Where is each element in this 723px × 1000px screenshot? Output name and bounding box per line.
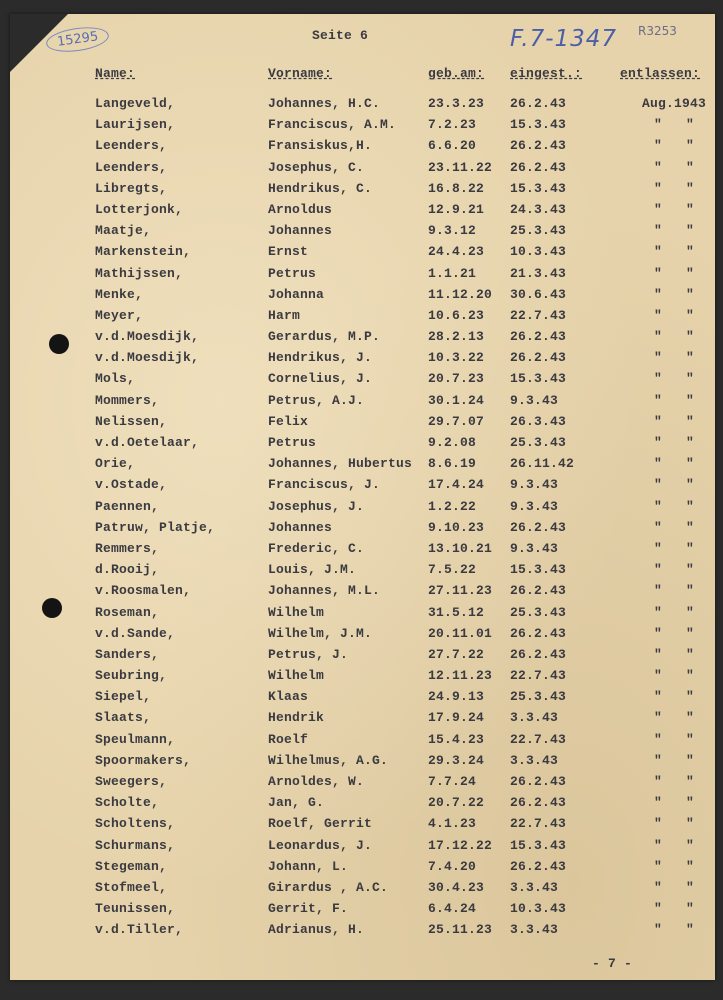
ditto-mark: ": [686, 350, 695, 366]
ditto-mark: ": [686, 498, 695, 514]
cell-entered: 10.3.43: [510, 901, 567, 917]
table-row: [0, 710, 723, 731]
ditto-mark: ": [654, 858, 663, 874]
table-row: [0, 753, 723, 774]
cell-entered: 22.7.43: [510, 816, 567, 832]
ditto-mark: ": [654, 879, 663, 895]
ditto-mark: ": [654, 604, 663, 620]
cell-name: Mathijssen,: [95, 265, 184, 281]
cell-first-name: Girardus , A.C.: [268, 879, 389, 895]
cell-born: 12.11.23: [428, 668, 493, 684]
cell-born: 28.2.13: [428, 329, 485, 345]
ditto-mark: ": [686, 392, 695, 408]
cell-entered: 15.3.43: [510, 837, 567, 853]
cell-born: 24.4.23: [428, 244, 485, 260]
cell-first-name: Adrianus, H.: [268, 922, 365, 938]
ditto-mark: ": [686, 816, 695, 832]
cell-name: Patruw, Platje,: [95, 519, 216, 535]
cell-name: Leenders,: [95, 159, 168, 175]
cell-first-name: Wilhelm: [268, 668, 325, 684]
cell-entered: 9.3.43: [510, 540, 559, 556]
ditto-mark: ": [654, 265, 663, 281]
cell-born: 7.2.23: [428, 117, 477, 133]
cell-name: Libregts,: [95, 180, 168, 196]
ditto-mark: ": [654, 413, 663, 429]
ditto-mark: ": [654, 223, 663, 239]
ditto-mark: ": [654, 774, 663, 789]
ditto-mark: ": [686, 413, 695, 429]
ditto-mark: ": [654, 329, 663, 345]
ditto-mark: ": [654, 752, 663, 768]
cell-entered: 26.2.43: [510, 350, 567, 366]
ditto-mark: ": [686, 180, 695, 196]
cell-first-name: Wilhelmus, A.G.: [268, 752, 389, 768]
ditto-mark: ": [686, 752, 695, 768]
cell-entered: 25.3.43: [510, 223, 567, 239]
cell-first-name: Johannes, Hubertus: [268, 456, 413, 472]
ditto-mark: ": [654, 307, 663, 323]
cell-entered: 15.3.43: [510, 117, 567, 133]
ditto-mark: ": [654, 244, 663, 260]
cell-name: Siepel,: [95, 689, 152, 705]
ditto-mark: ": [686, 774, 695, 789]
cell-first-name: Roelf, Gerrit: [268, 816, 373, 832]
ditto-mark: ": [686, 710, 695, 726]
ditto-mark: ": [654, 562, 663, 578]
ditto-mark: ": [654, 901, 663, 917]
cell-entered: 15.3.43: [510, 562, 567, 578]
table-row: [0, 732, 723, 753]
cell-first-name: Fransiskus,H.: [268, 138, 373, 154]
ditto-mark: ": [654, 201, 663, 217]
cell-first-name: Johanna: [268, 286, 325, 302]
cell-first-name: Cornelius, J.: [268, 371, 373, 387]
cell-entered: 26.2.43: [510, 96, 567, 111]
ditto-mark: ": [686, 286, 695, 302]
ditto-mark: ": [686, 625, 695, 641]
ditto-mark: ": [654, 922, 663, 938]
cell-born: 13.10.21: [428, 540, 493, 556]
table-row: [0, 626, 723, 647]
cell-first-name: Gerrit, F.: [268, 901, 349, 917]
cell-entered: 24.3.43: [510, 201, 567, 217]
cell-born: 7.4.20: [428, 858, 477, 874]
ditto-mark: ": [654, 117, 663, 133]
cell-entered: 22.7.43: [510, 731, 567, 747]
cell-born: 9.3.12: [428, 223, 477, 239]
ditto-mark: ": [686, 329, 695, 345]
cell-entered: 26.2.43: [510, 329, 567, 345]
ditto-mark: ": [686, 244, 695, 260]
cell-entered: 3.3.43: [510, 710, 559, 726]
table-row: [0, 541, 723, 562]
ditto-mark: ": [654, 456, 663, 472]
header-name: Name:: [95, 66, 136, 81]
table-row: [0, 859, 723, 880]
cell-entered: 26.2.43: [510, 625, 567, 641]
cell-name: v.Roosmalen,: [95, 583, 192, 599]
table-row: [0, 901, 723, 922]
cell-born: 27.11.23: [428, 583, 493, 599]
cell-born: 4.1.23: [428, 816, 477, 832]
cell-name: Paennen,: [95, 498, 160, 514]
cell-born: 1.1.21: [428, 265, 477, 281]
cell-entered: 3.3.43: [510, 752, 559, 768]
cell-first-name: Petrus, A.J.: [268, 392, 365, 408]
ditto-mark: ": [686, 477, 695, 493]
table-row: [0, 329, 723, 350]
cell-first-name: Petrus, J.: [268, 646, 349, 662]
cell-born: 27.7.22: [428, 646, 485, 662]
ditto-mark: ": [654, 710, 663, 726]
ditto-mark: ": [686, 519, 695, 535]
cell-born: 16.8.22: [428, 180, 485, 196]
ditto-mark: ": [654, 286, 663, 302]
ditto-mark: ": [686, 138, 695, 154]
ditto-mark: ": [654, 350, 663, 366]
ditto-mark: ": [654, 668, 663, 684]
ditto-mark: ": [686, 117, 695, 133]
cell-first-name: Wilhelm: [268, 604, 325, 620]
table-row: [0, 795, 723, 816]
ditto-mark: ": [686, 837, 695, 853]
table-row: [0, 583, 723, 604]
ditto-mark: ": [686, 604, 695, 620]
cell-first-name: Franciscus, J.: [268, 477, 381, 493]
cell-name: v.d.Moesdijk,: [95, 329, 200, 345]
table-row: [0, 244, 723, 265]
cell-entered: 26.2.43: [510, 159, 567, 175]
ditto-mark: ": [654, 731, 663, 747]
cell-name: Seubring,: [95, 668, 168, 684]
cell-born: 6.6.20: [428, 138, 477, 154]
cell-first-name: Johannes: [268, 223, 333, 239]
ditto-mark: ": [654, 625, 663, 641]
cell-entered: 26.2.43: [510, 646, 567, 662]
ditto-mark: ": [654, 689, 663, 705]
ditto-mark: ": [686, 731, 695, 747]
cell-name: v.d.Sande,: [95, 625, 176, 641]
cell-first-name: Klaas: [268, 689, 309, 705]
ditto-mark: ": [654, 583, 663, 599]
table-row: [0, 117, 723, 138]
cell-first-name: Jan, G.: [268, 795, 325, 811]
cell-born: 20.7.22: [428, 795, 485, 811]
ditto-mark: ": [686, 858, 695, 874]
cell-born: 30.1.24: [428, 392, 485, 408]
cell-entered: 9.3.43: [510, 498, 559, 514]
cell-name: Menke,: [95, 286, 144, 302]
cell-first-name: Petrus: [268, 435, 317, 450]
cell-entered: 25.3.43: [510, 689, 567, 705]
table-row: [0, 562, 723, 583]
cell-name: v.Ostade,: [95, 477, 168, 493]
cell-first-name: Josephus, C.: [268, 159, 365, 175]
ditto-mark: ": [686, 901, 695, 917]
cell-name: d.Rooij,: [95, 562, 160, 578]
header-born: geb.am:: [428, 66, 485, 81]
cell-entered: 3.3.43: [510, 879, 559, 895]
cell-entered: 15.3.43: [510, 180, 567, 196]
ditto-mark: ": [654, 371, 663, 387]
cell-entered: 22.7.43: [510, 307, 567, 323]
cell-name: v.d.Oetelaar,: [95, 435, 200, 450]
cell-born: 25.11.23: [428, 922, 493, 938]
cell-name: Sweegers,: [95, 774, 168, 789]
cell-entered: 30.6.43: [510, 286, 567, 302]
cell-name: Schurmans,: [95, 837, 176, 853]
ditto-mark: ": [686, 540, 695, 556]
table-row: [0, 668, 723, 689]
cell-entered: 22.7.43: [510, 668, 567, 684]
cell-born: 30.4.23: [428, 879, 485, 895]
table-row: [0, 160, 723, 181]
cell-entered: 26.2.43: [510, 774, 567, 789]
table-row: [0, 223, 723, 244]
cell-born: 29.7.07: [428, 413, 485, 429]
ditto-mark: ": [654, 837, 663, 853]
table-row: [0, 774, 723, 795]
cell-name: Lotterjonk,: [95, 201, 184, 217]
ditto-mark: ": [686, 435, 695, 450]
cell-entered: 26.2.43: [510, 858, 567, 874]
prisoner-list: [0, 96, 723, 944]
cell-born: 10.6.23: [428, 307, 485, 323]
page-title: Seite 6: [312, 28, 369, 43]
handwritten-archive-number: F.7-1347: [510, 26, 618, 52]
cell-first-name: Hendrikus, J.: [268, 350, 373, 366]
ditto-mark: ": [686, 879, 695, 895]
cell-first-name: Hendrikus, C.: [268, 180, 373, 196]
cell-born: 10.3.22: [428, 350, 485, 366]
cell-name: Scholtens,: [95, 816, 176, 832]
cell-first-name: Johannes: [268, 519, 333, 535]
cell-name: Markenstein,: [95, 244, 192, 260]
table-row: [0, 499, 723, 520]
cell-entered: 25.3.43: [510, 435, 567, 450]
table-row: [0, 350, 723, 371]
cell-born: 17.12.22: [428, 837, 493, 853]
cell-born: 8.6.19: [428, 456, 477, 472]
table-row: [0, 456, 723, 477]
cell-born: 12.9.21: [428, 201, 485, 217]
ditto-mark: ": [654, 498, 663, 514]
cell-born: 7.7.24: [428, 774, 477, 789]
ditto-mark: ": [654, 138, 663, 154]
cell-entered: 15.3.43: [510, 371, 567, 387]
cell-name: v.d.Tiller,: [95, 922, 184, 938]
ditto-mark: ": [686, 201, 695, 217]
cell-born: 17.9.24: [428, 710, 485, 726]
cell-name: Mols,: [95, 371, 136, 387]
cell-name: Stofmeel,: [95, 879, 168, 895]
cell-born: 23.11.22: [428, 159, 493, 175]
cell-name: Slaats,: [95, 710, 152, 726]
ditto-mark: ": [686, 922, 695, 938]
cell-first-name: Arnoldus: [268, 201, 333, 217]
cell-born: 11.12.20: [428, 286, 493, 302]
header-entered: eingest.:: [510, 66, 583, 81]
header-first-name: Vorname:: [268, 66, 333, 81]
page-number: - 7 -: [592, 956, 633, 971]
ditto-mark: ": [686, 159, 695, 175]
table-row: [0, 96, 723, 117]
cell-name: Teunissen,: [95, 901, 176, 917]
cell-name: Nelissen,: [95, 413, 168, 429]
cell-born: 24.9.13: [428, 689, 485, 705]
cell-born: 9.10.23: [428, 519, 485, 535]
cell-name: Meyer,: [95, 307, 144, 323]
cell-first-name: Johannes, H.C.: [268, 96, 381, 111]
cell-entered: 25.3.43: [510, 604, 567, 620]
table-row: [0, 435, 723, 456]
cell-entered: 10.3.43: [510, 244, 567, 260]
cell-first-name: Gerardus, M.P.: [268, 329, 381, 345]
cell-entered: 21.3.43: [510, 265, 567, 281]
cell-entered: 26.2.43: [510, 519, 567, 535]
ditto-mark: ": [686, 223, 695, 239]
cell-first-name: Josephus, J.: [268, 498, 365, 514]
cell-name: Mommers,: [95, 392, 160, 408]
table-row: [0, 393, 723, 414]
table-row: [0, 647, 723, 668]
table-row: [0, 922, 723, 943]
cell-name: Scholte,: [95, 795, 160, 811]
ditto-mark: ": [654, 816, 663, 832]
cell-first-name: Louis, J.M.: [268, 562, 357, 578]
cell-born: 7.5.22: [428, 562, 477, 578]
ditto-mark: ": [686, 456, 695, 472]
ditto-mark: ": [686, 371, 695, 387]
cell-name: Maatje,: [95, 223, 152, 239]
header-released: entlassen:: [620, 66, 701, 81]
table-row: [0, 202, 723, 223]
cell-name: Orie,: [95, 456, 136, 472]
cell-name: Stegeman,: [95, 858, 168, 874]
table-row: [0, 287, 723, 308]
cell-name: Leenders,: [95, 138, 168, 154]
cell-first-name: Franciscus, A.M.: [268, 117, 397, 133]
table-row: [0, 308, 723, 329]
cell-born: 17.4.24: [428, 477, 485, 493]
cell-entered: 9.3.43: [510, 392, 559, 408]
cell-first-name: Hendrik: [268, 710, 325, 726]
cell-born: 23.3.23: [428, 96, 485, 111]
ditto-mark: ": [686, 795, 695, 811]
ditto-mark: ": [654, 159, 663, 175]
cell-entered: 3.3.43: [510, 922, 559, 938]
cell-entered: 9.3.43: [510, 477, 559, 493]
table-row: [0, 266, 723, 287]
cell-entered: 26.2.43: [510, 583, 567, 599]
table-row: [0, 138, 723, 159]
cell-name: Spoormakers,: [95, 752, 192, 768]
table-row: [0, 520, 723, 541]
cell-first-name: Felix: [268, 413, 309, 429]
ditto-mark: ": [686, 562, 695, 578]
ditto-mark: ": [654, 477, 663, 493]
table-row: [0, 838, 723, 859]
cell-name: Roseman,: [95, 604, 160, 620]
cell-born: 15.4.23: [428, 731, 485, 747]
ditto-mark: ": [654, 435, 663, 450]
cell-released: Aug.1943: [641, 96, 706, 111]
cell-first-name: Johannes, M.L.: [268, 583, 381, 599]
cell-born: 9.2.08: [428, 435, 477, 450]
ditto-mark: ": [654, 180, 663, 196]
cell-first-name: Petrus: [268, 265, 317, 281]
cell-entered: 26.2.43: [510, 795, 567, 811]
column-headers: [0, 66, 723, 82]
cell-name: Langeveld,: [95, 96, 176, 111]
cell-entered: 26.2.43: [510, 138, 567, 154]
cell-name: Laurijsen,: [95, 117, 176, 133]
cell-born: 1.2.22: [428, 498, 477, 514]
ditto-mark: ": [686, 583, 695, 599]
cell-first-name: Leonardus, J.: [268, 837, 373, 853]
cell-born: 20.7.23: [428, 371, 485, 387]
ditto-mark: ": [654, 519, 663, 535]
cell-name: Speulmann,: [95, 731, 176, 747]
handwritten-ref-left: 15295: [45, 24, 111, 56]
cell-first-name: Roelf: [268, 731, 309, 747]
table-row: [0, 477, 723, 498]
ditto-mark: ": [686, 689, 695, 705]
cell-born: 20.11.01: [428, 625, 493, 641]
cell-entered: 26.11.42: [510, 456, 575, 472]
ditto-mark: ": [686, 265, 695, 281]
cell-first-name: Harm: [268, 307, 301, 323]
table-row: [0, 880, 723, 901]
cell-name: Sanders,: [95, 646, 160, 662]
table-row: [0, 605, 723, 626]
cell-first-name: Ernst: [268, 244, 309, 260]
ditto-mark: ": [654, 646, 663, 662]
table-row: [0, 371, 723, 392]
ditto-mark: ": [686, 307, 695, 323]
table-row: [0, 181, 723, 202]
table-row: [0, 816, 723, 837]
cell-first-name: Frederic, C.: [268, 540, 365, 556]
ditto-mark: ": [686, 668, 695, 684]
cell-first-name: Arnoldes, W.: [268, 774, 365, 789]
handwritten-ref-right: R3253: [638, 24, 677, 38]
ditto-mark: ": [654, 392, 663, 408]
ditto-mark: ": [654, 795, 663, 811]
cell-first-name: Johann, L.: [268, 858, 349, 874]
cell-first-name: Wilhelm, J.M.: [268, 625, 373, 641]
ditto-mark: ": [686, 646, 695, 662]
cell-born: 31.5.12: [428, 604, 485, 620]
ditto-mark: ": [654, 540, 663, 556]
table-row: [0, 414, 723, 435]
cell-born: 29.3.24: [428, 752, 485, 768]
table-row: [0, 689, 723, 710]
cell-name: Remmers,: [95, 540, 160, 556]
cell-entered: 26.3.43: [510, 413, 567, 429]
cell-name: v.d.Moesdijk,: [95, 350, 200, 366]
cell-born: 6.4.24: [428, 901, 477, 917]
